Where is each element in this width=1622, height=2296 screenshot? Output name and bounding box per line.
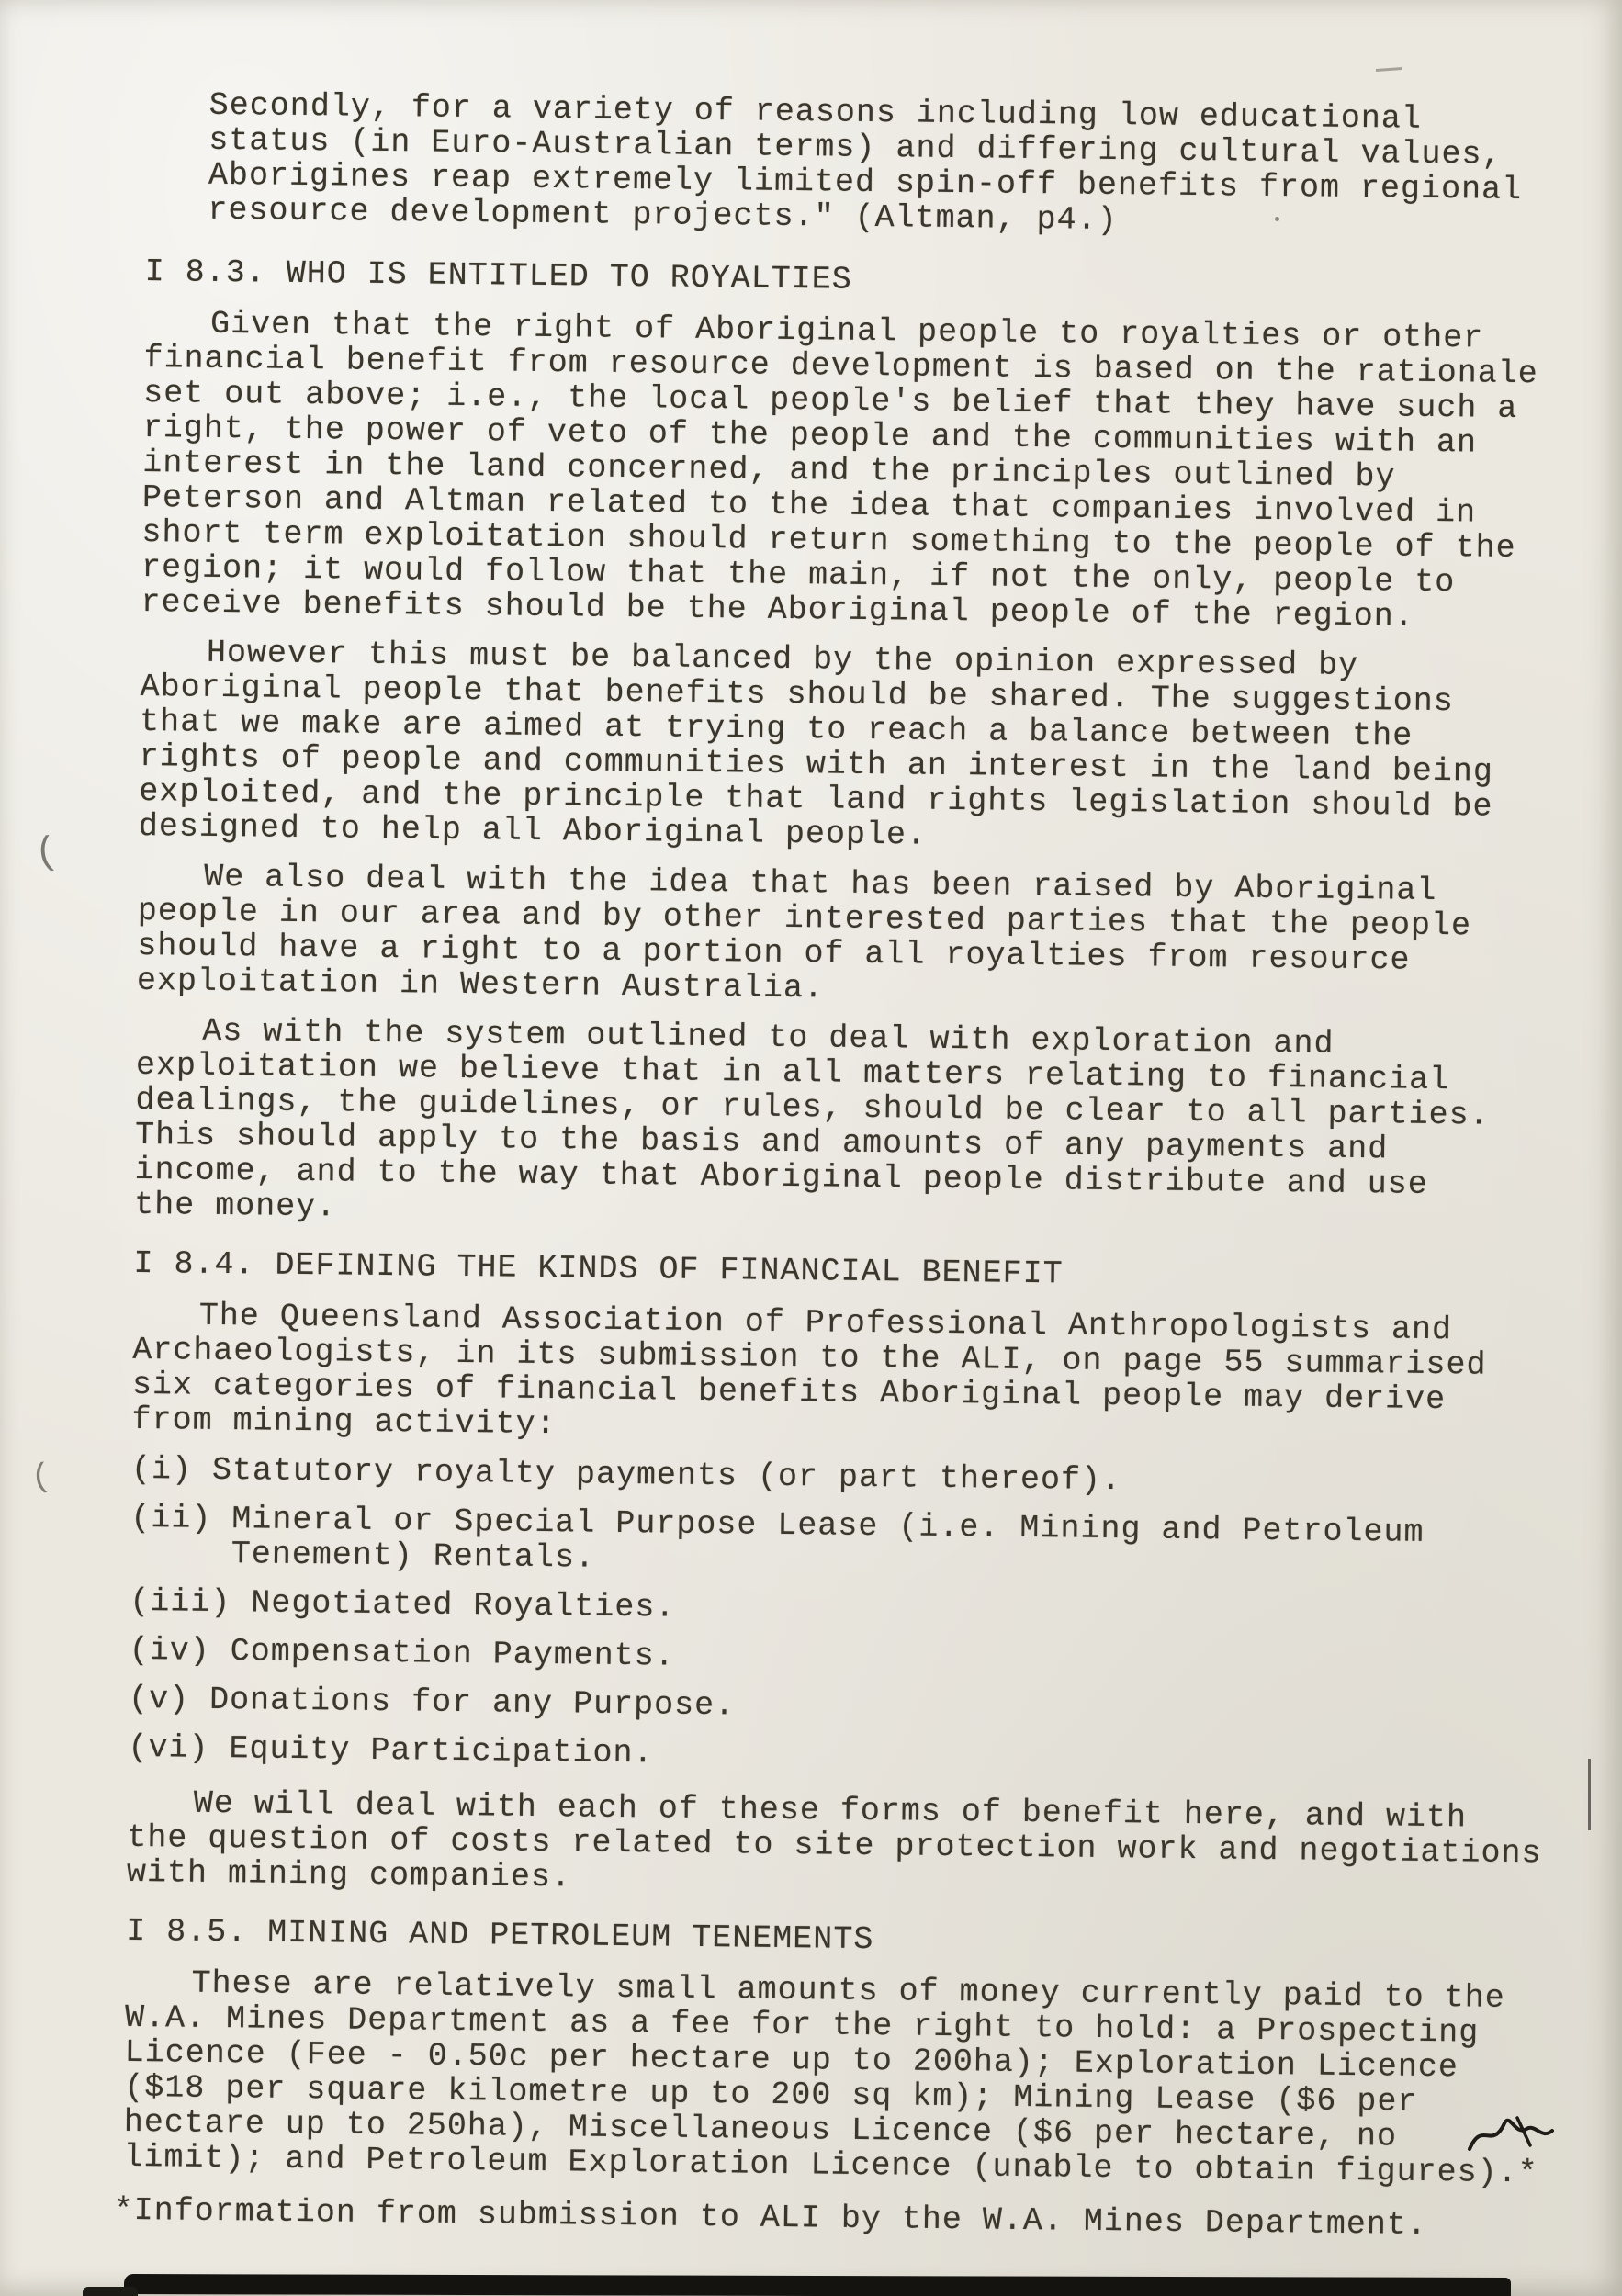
- scan-artifact-tick: [1588, 1759, 1591, 1830]
- scan-artifact-dot: [1275, 217, 1279, 221]
- paragraph: Given that the right of Aboriginal people to royalties or other financial benefit from resource development is based on the rationale set out above; i.e., the local people's belief that they have such a right, the power of veto of the people and the communities with an interest in the land concerned, and the principles outlined by Peterson and Altman related to the idea that companies involved in short term exploitation should return something to the people of the region; it would follow that the main, if not the only, people to receive benefits should be the Aboriginal people of the region.: [141, 305, 1539, 636]
- document-text-block: [113, 86, 1580, 2245]
- section-8-4: [127, 1246, 1567, 1907]
- scan-edge-band: [83, 2287, 138, 2296]
- handwritten-scribble: [1462, 2109, 1563, 2164]
- scan-artifact-paren-mark: (: [28, 1457, 53, 1498]
- paragraph: The Queensland Association of Professional Anthropologists and Archaeologists, in its submission to the ALI, on page 55 summarised six categories of financial benefits Aboriginal people may derive from mining activity:: [131, 1297, 1487, 1444]
- section-8-5: [123, 1914, 1559, 2191]
- list-item: (vi) Equity Participation.: [128, 1728, 654, 1773]
- paragraph: We will deal with each of these forms of benefit here, and with the question of costs related to site protection work and negotiations with mining companies.: [126, 1784, 1542, 1896]
- list-item: (iii) Negotiated Royalties.: [130, 1582, 676, 1626]
- paragraph: As with the system outlined to deal with exploration and exploitation we believe that in all matters relating to financial dealings, the guidelines, or rules, should be clear to all parties. This should apply to the basis and amounts of any payments and income, and to the way that Aboriginal people distribute and use the money.: [133, 1012, 1490, 1226]
- list-item: (ii) Mineral or Special Purpose Lease (i.e. Mining and Petroleum Tenement) Rentals.: [130, 1499, 1425, 1577]
- section-8-3: [134, 254, 1578, 1239]
- list-item: (v) Donations for any Purpose.: [128, 1680, 736, 1725]
- section-heading-8-4: I 8.4. DEFINING THE KINDS OF FINANCIAL BENEFIT: [133, 1244, 1064, 1293]
- scan-artifact-paren-mark: (: [31, 829, 62, 877]
- paragraph: These are relatively small amounts of money currently paid to the W.A. Mines Department as a fee for the right to hold: a Prospecting Licence (Fee - 0.50c per hectare up to 200ha); Exploration Licence ($18 per square kilometre up to 200 sq km); Mining Lease ($6 per hectare up to 250ha), Miscellaneous Licence ($6 per hectare, no limit); and Petroleum Exploration Licence (unable to obtain figures).*: [123, 1964, 1538, 2192]
- quote-paragraph: Secondly, for a variety of reasons including low educational status (in Euro-Australian terms) and differing cultural values, Aborigines reap extremely limited spin-off benefits from regional resource development projects." (Altman, p4.): [208, 86, 1523, 239]
- scan-artifact-dash: [1376, 67, 1402, 72]
- section-heading-8-5: I 8.5. MINING AND PETROLEUM TENEMENTS: [125, 1912, 874, 1959]
- footnote: *Information from submission to ALI by the W.A. Mines Department.: [113, 2191, 1428, 2244]
- list-item: (iv) Compensation Payments.: [129, 1631, 675, 1675]
- section-heading-8-3: I 8.3. WHO IS ENTITLED TO ROYALTIES: [144, 253, 853, 298]
- benefit-categories-list: [128, 1452, 1564, 1782]
- paragraph: However this must be balanced by the opinion expressed by Aboriginal people that benefits should be shared. The suggestions that we make are aimed at trying to reach a balance between the rights of people and communities with an interest in the land being exploited, and the principle that land rights legislation should be designed to help all Aboriginal people.: [138, 634, 1494, 854]
- list-item: (i) Statutory royalty payments (or part thereof).: [130, 1450, 1122, 1500]
- scan-edge-band: [124, 2274, 1511, 2296]
- paragraph: We also deal with the idea that has been raised by Aboriginal people in our area and by other interested parties that the people should have a right to a portion of all royalties from resource exploitation in Western Australia.: [136, 858, 1472, 1007]
